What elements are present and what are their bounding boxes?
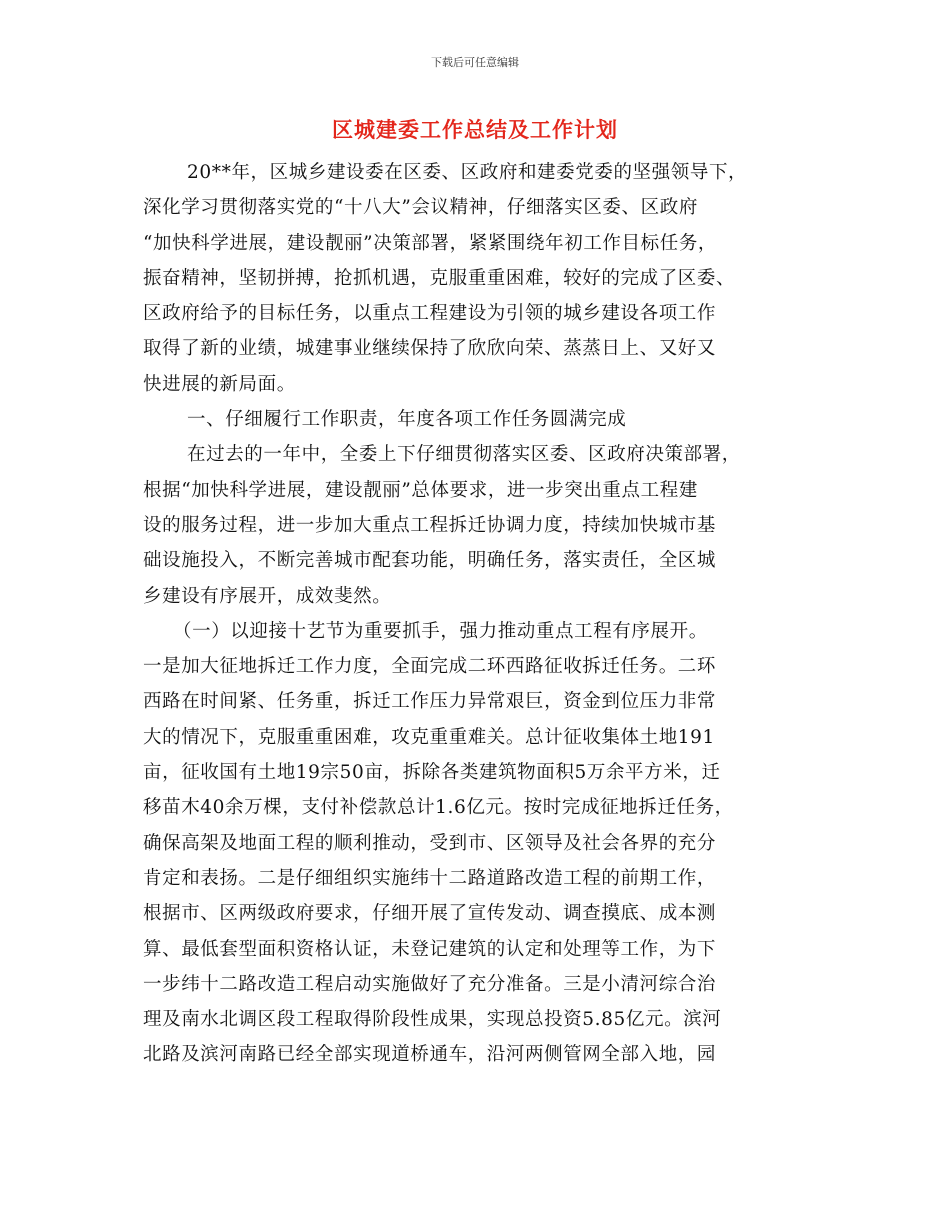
paragraph-line: 北路及滨河南路已经全部实现道桥通车，沿河两侧管网全部入地，园 — [143, 1044, 717, 1066]
paragraph-line: 深化学习贯彻落实党的“十八大”会议精神，仔细落实区委、区政府 — [143, 197, 698, 219]
paragraph-line: 设的服务过程，进一步加大重点工程拆迁协调力度，持续加快城市基 — [143, 514, 717, 536]
section-heading: 一、仔细履行工作职责，年度各项工作任务圆满完成 — [187, 409, 627, 431]
paragraph-line: 区政府给予的目标任务，以重点工程建设为引领的城乡建设各项工作 — [143, 303, 717, 325]
paragraph-line: 根据“加快科学进展，建设靓丽”总体要求，进一步突出重点工程建 — [143, 479, 698, 501]
paragraph-line: 快进展的新局面。 — [143, 373, 296, 395]
paragraph-line: 算、最低套型面积资格认证，未登记建筑的认定和处理等工作，为下 — [143, 938, 717, 960]
paragraph-line: 根据市、区两级政府要求，仔细开展了宣传发动、调查摸底、成本测 — [143, 903, 717, 925]
paragraph-line: 亩，征收国有土地19宗50亩，拆除各类建筑物面积5万余平方米，迁 — [143, 762, 721, 784]
paragraph-line: 西路在时间紧、任务重，拆迁工作压力异常艰巨，资金到位压力非常 — [143, 691, 717, 713]
paragraph-line: 确保高架及地面工程的顺利推动，受到市、区领导及社会各界的充分 — [143, 832, 717, 854]
paragraph-line: 理及南水北调区段工程取得阶段性成果，实现总投资5.85亿元。滨河 — [143, 1009, 722, 1031]
document-title: 区城建委工作总结及工作计划 — [332, 118, 618, 142]
paragraph-line: 在过去的一年中，全委上下仔细贯彻落实区委、区政府决策部署， — [187, 444, 741, 466]
document-body — [143, 155, 818, 1073]
paragraph-line: 乡建设有序展开，成效斐然。 — [143, 585, 392, 607]
paragraph-line: 移苗木40余万棵，支付补偿款总计1.6亿元。按时完成征地拆迁任务， — [143, 797, 734, 819]
paragraph-line: 20**年，区城乡建设委在区委、区政府和建委党委的坚强领导下， — [187, 162, 748, 183]
paragraph-line: 一步纬十二路改造工程启动实施做好了充分准备。三是小清河综合治 — [143, 973, 717, 995]
paragraph-line: 一是加大征地拆迁工作力度，全面完成二环西路征收拆迁任务。二环 — [143, 656, 717, 678]
header-note: 下载后可任意编辑 — [431, 56, 519, 69]
paragraph-line: 振奋精神，坚韧拼搏，抢抓机遇，克服重重困难，较好的完成了区委、 — [143, 267, 736, 289]
subsection-heading: （一）以迎接十艺节为重要抓手，强力推动重点工程有序展开。 — [173, 620, 708, 642]
paragraph-line: 大的情况下，克服重重困难，攻克重重难关。总计征收集体土地191 — [143, 726, 715, 748]
paragraph-line: 取得了新的业绩，城建事业继续保持了欣欣向荣、蒸蒸日上、又好又 — [143, 338, 717, 360]
paragraph-line: 础设施投入，不断完善城市配套功能，明确任务，落实责任，全区城 — [143, 550, 717, 572]
paragraph-line: “加快科学进展，建设靓丽”决策部署，紧紧围绕年初工作目标任务， — [143, 232, 718, 254]
paragraph-line: 肯定和表扬。二是仔细组织实施纬十二路道路改造工程的前期工作， — [143, 867, 717, 889]
